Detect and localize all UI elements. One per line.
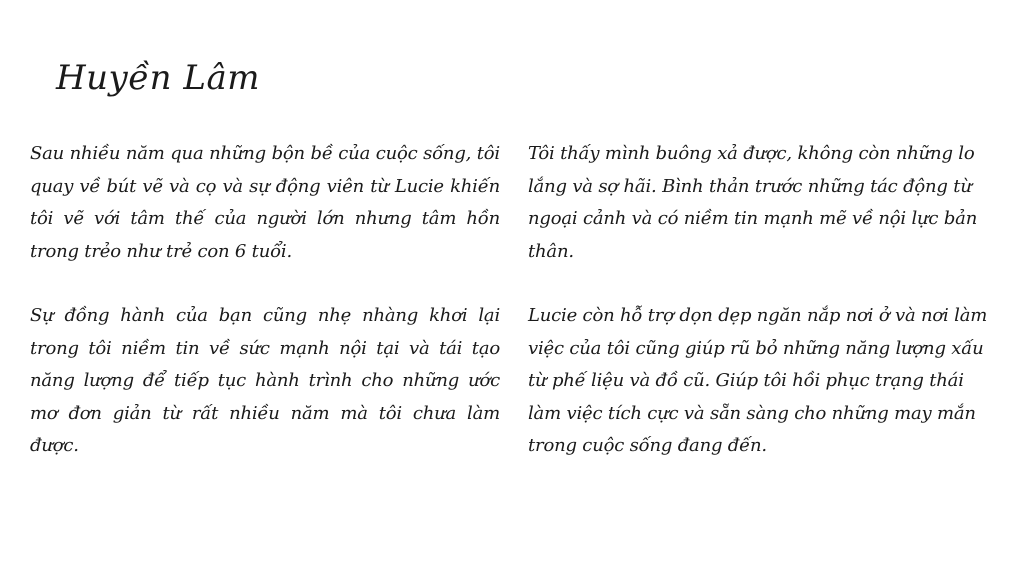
right-paragraph-2: Lucie còn hỗ trợ dọn dẹp ngăn nắp nơi ở và nơi làm việc của tôi cũng giúp rũ bỏ những năng lượng xấu từ phế liệu và đồ cũ. Giúp tôi hồi phục trạng thái làm việc tích cực và sẵn sàng cho những may mắn trong cuộc sống đang đến. bbox=[528, 305, 988, 456]
right-column bbox=[528, 138, 998, 495]
page-title: Huyền Lâm bbox=[56, 58, 260, 98]
left-column bbox=[30, 138, 500, 495]
right-paragraph-1: Tôi thấy mình buông xả được, không còn những lo lắng và sợ hãi. Bình thản trước những tác động từ ngoại cảnh và có niềm tin mạnh mẽ về nội lực bản thân. bbox=[528, 143, 978, 262]
left-paragraph-1: Sau nhiều năm qua những bộn bề của cuộc sống, tôi quay về bút vẽ và cọ và sự động viên từ Lucie khiến tôi vẽ với tâm thế của người lớn nhưng tâm hồn trong trẻo như trẻ con 6 tuổi. bbox=[30, 143, 500, 262]
left-paragraph-2: Sự đồng hành của bạn cũng nhẹ nhàng khơi lại trong tôi niềm tin về sức mạnh nội tại và tái tạo năng lượng để tiếp tục hành trình cho những ước mơ đơn giản từ rất nhiều năm mà tôi chưa làm được. bbox=[30, 305, 500, 456]
